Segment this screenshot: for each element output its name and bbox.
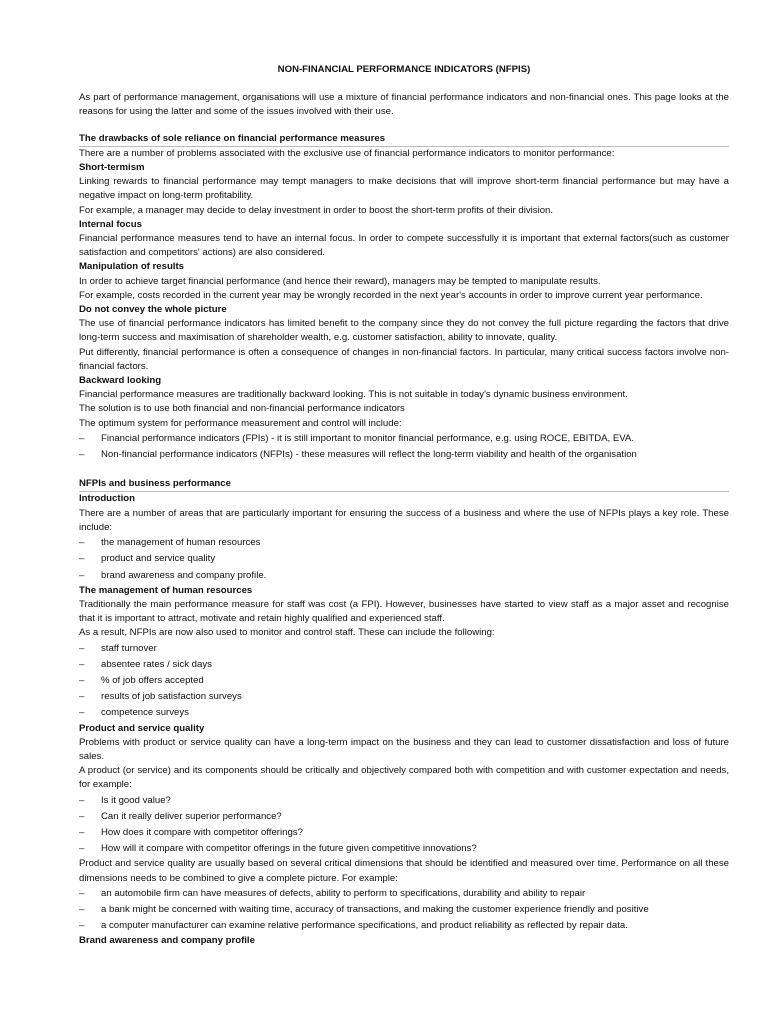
list-item: – competence surveys	[79, 705, 729, 721]
subheading-product-quality: Product and service quality	[79, 722, 205, 734]
list-item: – % of job offers accepted	[79, 673, 729, 689]
quality-questions-list	[79, 793, 729, 858]
list-item: – the management of human resources	[79, 535, 729, 551]
section-heading-drawbacks: The drawbacks of sole reliance on financial performance measures	[79, 132, 729, 147]
paragraph: Put differently, financial performance is often a consequence of changes in non-financial factors. In particular, many critical success factors involve non-financial factors.	[79, 346, 729, 372]
subheading-manipulation: Manipulation of results	[79, 261, 185, 273]
list-item: – How does it compare with competitor offerings?	[79, 825, 729, 841]
list-item: – a bank might be concerned with waiting time, accuracy of transactions, and making the customer experience friendly and positive	[79, 902, 729, 918]
paragraph: The optimum system for performance measurement and control will include:	[79, 417, 402, 429]
paragraph: The solution is to use both financial and non-financial performance indicators	[79, 403, 405, 415]
list-item: – Non-financial performance indicators (NFPIs) - these measures will reflect the long-term viability and health of the organisation	[79, 447, 729, 463]
list-item: – absentee rates / sick days	[79, 657, 729, 673]
paragraph: Financial performance measures are traditionally backward looking. This is not suitable in today's dynamic business environment.	[79, 389, 628, 401]
list-item: – an automobile firm can have measures of defects, ability to perform to specifications, durability and ability to repair	[79, 886, 729, 902]
paragraph: In order to achieve target financial performance (and hence their reward), managers may be tempted to manipulate results.	[79, 275, 601, 287]
paragraph: Traditionally the main performance measure for staff was cost (a FPI). However, businesses have started to view staff as a major asset and recognise that it is important to attract, motivate and retain highly qualified and experienced staff.	[79, 598, 729, 625]
list-item: – Financial performance indicators (FPIs) - it is still important to monitor financial performance, e.g. using ROCE, EBITDA, EVA.	[79, 431, 729, 447]
paragraph: There are a number of areas that are particularly important for ensuring the success of a business and where the use of NFPIs plays a key role. These include:	[79, 507, 729, 533]
paragraph: Financial performance measures tend to have an internal focus. In order to compete successfully it is important that external factors(such as customer satisfaction and competitors' actions) are also considered.	[79, 233, 729, 259]
paragraph: There are a number of problems associated with the exclusive use of financial performance indicators to monitor performance:	[79, 147, 615, 159]
areas-list	[79, 535, 729, 584]
paragraph: As a result, NFPIs are now also used to monitor and control staff. These can include the following:	[79, 627, 495, 639]
list-item: – Can it really deliver superior performance?	[79, 809, 729, 825]
list-item: – How will it compare with competitor offerings in the future given competitive innovations?	[79, 841, 729, 857]
list-item: – product and service quality	[79, 551, 729, 567]
list-item: – a computer manufacturer can examine relative performance specifications, and product reliability as reflected by repair data.	[79, 918, 729, 934]
list-item: – brand awareness and company profile.	[79, 568, 729, 584]
quality-examples-list	[79, 886, 729, 935]
subheading-brand-awareness: Brand awareness and company profile	[79, 935, 255, 947]
paragraph: A product (or service) and its components should be critically and objectively compared both with competition and with customer expectation and needs, for example:	[79, 765, 729, 791]
document-page	[79, 63, 729, 949]
paragraph: Linking rewards to financial performance may tempt managers to make decisions that will improve short-term financial performance but may have a negative impact on long-term profitability.	[79, 176, 729, 202]
paragraph: Problems with product or service quality can have a long-term impact on the business and they can lead to customer dissatisfaction and loss of future sales.	[79, 736, 729, 762]
paragraph: The use of financial performance indicators has limited benefit to the company since they do not convey the full picture regarding the factors that drive long-term success and maximisation of shareholder wealth, e.g. customer satisfaction, ability to innovate, quality.	[79, 318, 729, 344]
subheading-human-resources: The management of human resources	[79, 584, 253, 596]
subheading-introduction: Introduction	[79, 493, 135, 505]
paragraph: Product and service quality are usually based on several critical dimensions that should be identified and measured over time. Performance on all these dimensions needs to be combined to give a complete picture. For example:	[79, 858, 729, 884]
list-item: – results of job satisfaction surveys	[79, 689, 729, 705]
paragraph: For example, costs recorded in the current year may be wrongly recorded in the next year's accounts in order to improve current year performance.	[79, 289, 703, 301]
list-item: – staff turnover	[79, 641, 729, 657]
section-heading-nfpis: NFPIs and business performance	[79, 477, 729, 492]
page-title: NON-FINANCIAL PERFORMANCE INDICATORS (NFPIS)	[277, 64, 531, 75]
paragraph: For example, a manager may decide to delay investment in order to boost the short-term profits of their division.	[79, 204, 554, 216]
subheading-internal-focus: Internal focus	[79, 218, 142, 230]
subheading-short-termism: Short-termism	[79, 162, 145, 174]
indicator-list	[79, 431, 729, 463]
subheading-backward-looking: Backward looking	[79, 375, 162, 387]
subheading-whole-picture: Do not convey the whole picture	[79, 304, 227, 316]
hr-measures-list	[79, 641, 729, 722]
list-item: – Is it good value?	[79, 793, 729, 809]
intro-paragraph: As part of performance management, organisations will use a mixture of financial performance indicators and non-financial ones. This page looks at the reasons for using the latter and some of the issues involved with their use.	[79, 92, 729, 118]
